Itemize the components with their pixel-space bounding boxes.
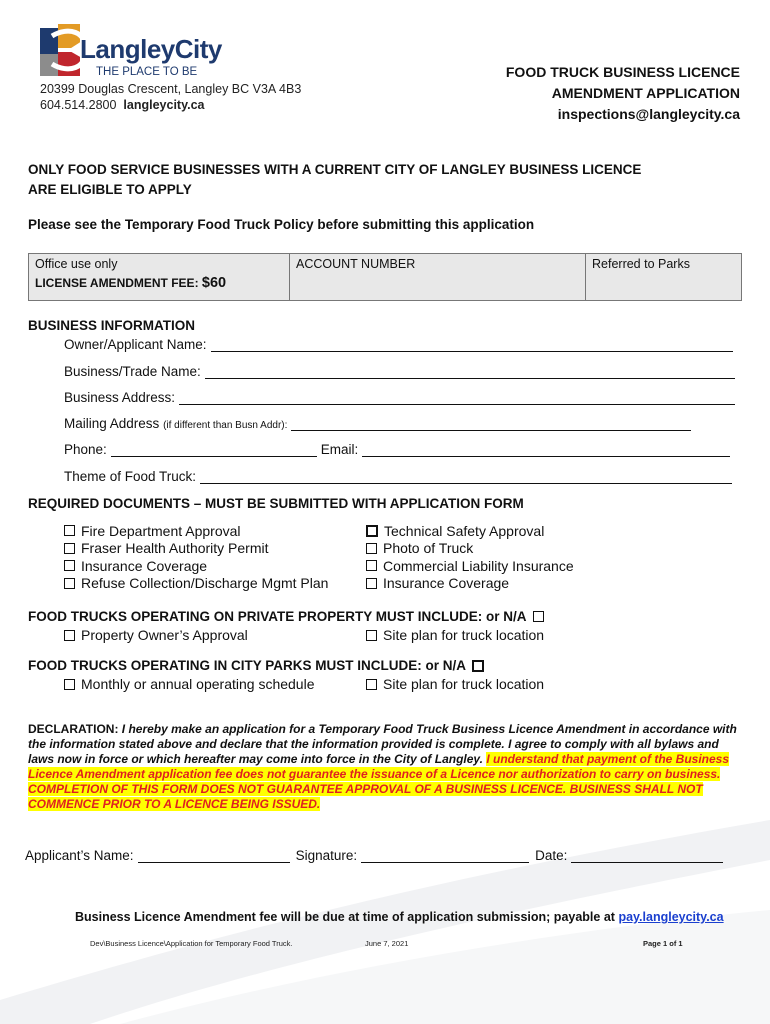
inspections-email[interactable]: inspections@langleycity.ca: [557, 106, 740, 122]
logo-tagline: THE PLACE TO BE: [96, 66, 198, 78]
doc-checkbox[interactable]: [366, 557, 574, 575]
mailing-address-note: (if different than Busn Addr):: [163, 420, 288, 431]
form-title-line1: FOOD TRUCK BUSINESS LICENCE: [505, 64, 740, 80]
checkbox-icon[interactable]: [64, 543, 75, 554]
form-title-line2: AMENDMENT APPLICATION: [551, 85, 740, 101]
eligibility-notice: [28, 160, 728, 200]
theme-field[interactable]: [64, 469, 732, 484]
fee-line: [35, 275, 283, 291]
city-parks-heading: [28, 658, 490, 673]
business-info-heading: BUSINESS INFORMATION: [28, 318, 196, 333]
doc-label: Fraser Health Authority Permit: [81, 540, 269, 557]
doc-label: Technical Safety Approval: [384, 522, 545, 539]
private-property-heading-text: FOOD TRUCKS OPERATING ON PRIVATE PROPERTY MUST INCLUDE: or N/A: [28, 609, 527, 624]
email-label: Email:: [320, 442, 359, 457]
footer-path: Dev\Business Licence\Application for Temporary Food Truck.: [90, 939, 293, 948]
signature-line[interactable]: [361, 849, 529, 863]
signature-row: [25, 848, 723, 863]
eligibility-line1: ONLY FOOD SERVICE BUSINESSES WITH A CURRENT CITY OF LANGLEY BUSINESS LICENCE: [28, 162, 642, 177]
checkbox-icon[interactable]: [366, 630, 377, 641]
signature-label: Signature:: [295, 848, 358, 863]
footer-date: June 7, 2021: [365, 939, 409, 948]
phone-label: Phone:: [64, 442, 107, 457]
phone-number: 604.514.2800: [40, 98, 117, 112]
mailing-address-label: Mailing Address: [64, 416, 160, 431]
office-use-label: Office use only: [35, 257, 118, 271]
website[interactable]: langleycity.ca: [123, 98, 205, 112]
checkbox-icon[interactable]: [64, 525, 75, 536]
trade-name-line[interactable]: [205, 365, 735, 379]
checkbox-icon[interactable]: [64, 679, 75, 690]
doc-checkbox[interactable]: [366, 522, 574, 540]
doc-checkbox[interactable]: [64, 522, 328, 540]
payment-link[interactable]: pay.langleycity.ca: [618, 910, 724, 924]
checkbox-icon[interactable]: [366, 679, 377, 690]
owner-name-label: Owner/Applicant Name:: [64, 337, 207, 352]
doc-label: Commercial Liability Insurance: [383, 557, 574, 574]
city-logo: [38, 22, 238, 82]
referred-parks-cell: [586, 254, 741, 300]
checkbox-icon[interactable]: [366, 525, 378, 537]
doc-checkbox[interactable]: [64, 557, 328, 575]
fee-due-notice: [75, 910, 724, 924]
doc-label: Site plan for truck location: [383, 676, 545, 692]
phone-line[interactable]: [111, 443, 317, 457]
declaration-label: DECLARATION: [28, 722, 115, 736]
date-line[interactable]: [571, 849, 723, 863]
checkbox-icon[interactable]: [366, 578, 377, 589]
declaration: DECLARATION: I hereby make an application for a Temporary Food Truck Business Licence Amendment in accordance with the information stated above and declare that the information provided is complete. I agree to comply with all bylaws and laws now in force or which hereafter may come into force in the City of Langley. I understand that payment of the Business Licence Amendment application fee does not guarantee the issuance of a Licence nor authorization to carry on business. COMPLETION OF THIS FORM DOES NOT GUARANTEE APPROVAL OF A BUSINESS LICENCE. BUSINESS SHALL NOT COMMENCE PRIOR TO A LICENCE BEING ISSUED.: [28, 722, 737, 811]
account-number-label: ACCOUNT NUMBER: [296, 257, 416, 271]
footer-page: Page 1 of 1: [643, 939, 683, 948]
contact-line: [40, 98, 204, 112]
date-label: Date:: [535, 848, 568, 863]
doc-label: Property Owner’s Approval: [81, 627, 248, 643]
site-plan-checkbox[interactable]: [366, 627, 544, 643]
owner-name-field[interactable]: [64, 337, 733, 352]
business-address-field[interactable]: [64, 390, 735, 405]
referred-parks-label: Referred to Parks: [592, 257, 690, 271]
account-number-cell: [290, 254, 586, 300]
required-docs-right: [366, 522, 574, 592]
doc-checkbox[interactable]: [64, 540, 328, 558]
doc-label: Fire Department Approval: [81, 522, 241, 539]
required-docs-heading: REQUIRED DOCUMENTS – MUST BE SUBMITTED WITH APPLICATION FORM: [28, 496, 524, 511]
checkbox-icon[interactable]: [64, 578, 75, 589]
parks-site-plan-checkbox[interactable]: [366, 676, 544, 692]
fee-value: $60: [201, 275, 227, 291]
business-address-label: Business Address:: [64, 390, 176, 405]
doc-label: Photo of Truck: [383, 540, 474, 557]
fee-label: LICENSE AMENDMENT FEE:: [35, 276, 199, 290]
mailing-address-line[interactable]: [291, 417, 691, 431]
checkbox-icon[interactable]: [366, 543, 377, 554]
theme-line[interactable]: [200, 470, 732, 484]
doc-label: Insurance Coverage: [383, 575, 510, 592]
doc-label: Monthly or annual operating schedule: [81, 676, 315, 692]
doc-label: Site plan for truck location: [383, 627, 545, 643]
na-checkbox-icon[interactable]: [533, 611, 544, 622]
checkbox-icon[interactable]: [366, 560, 377, 571]
office-use-cell: [29, 254, 290, 300]
operating-schedule-checkbox[interactable]: [64, 676, 315, 692]
required-docs-left: [64, 522, 328, 592]
declaration-warning: I understand that payment of the Business Licence Amendment application fee does not guarantee the issuance of a Licence nor authorization to carry on business. COMPLETION OF THIS FORM DOES NOT GUARANTEE APPROVAL OF A BUSINESS LICENCE. BUSINESS SHALL NOT COMMENCE PRIOR TO A LICENCE BEING ISSUED.: [28, 752, 730, 811]
address-line: 20399 Douglas Crescent, Langley BC V3A 4B3: [40, 82, 302, 96]
eligibility-line2: ARE ELIGIBLE TO APPLY: [28, 182, 192, 197]
fee-due-text: Business Licence Amendment fee will be due at time of application submission; payable at: [75, 910, 615, 924]
property-owner-checkbox[interactable]: [64, 627, 248, 643]
doc-label: Insurance Coverage: [81, 557, 208, 574]
owner-name-line[interactable]: [211, 338, 733, 352]
office-use-box: [28, 253, 742, 301]
trade-name-label: Business/Trade Name:: [64, 364, 201, 379]
phone-email-field[interactable]: [64, 442, 730, 457]
policy-note: Please see the Temporary Food Truck Policy before submitting this application: [28, 217, 535, 232]
trade-name-field[interactable]: [64, 364, 735, 379]
na-checkbox-icon[interactable]: [472, 660, 484, 672]
doc-checkbox[interactable]: [64, 575, 328, 593]
email-line[interactable]: [362, 443, 730, 457]
mailing-address-field[interactable]: [64, 416, 691, 431]
theme-label: Theme of Food Truck:: [64, 469, 197, 484]
logo-brand-name: LangleyCity: [80, 34, 222, 64]
city-parks-heading-text: FOOD TRUCKS OPERATING IN CITY PARKS MUST INCLUDE: or N/A: [28, 658, 467, 673]
applicant-name-label: Applicant’s Name:: [25, 848, 134, 863]
checkbox-icon[interactable]: [64, 630, 75, 641]
doc-checkbox[interactable]: [366, 540, 574, 558]
business-address-line[interactable]: [179, 391, 735, 405]
applicant-name-line[interactable]: [138, 849, 290, 863]
declaration-text: I hereby make an application for a Temporary Food Truck Business Licence Amendment in accordance with the information stated above and declare that the information provided is complete. I agree to comply with all bylaws and laws now in force or which hereafter may come into force in the City of Langley.: [28, 722, 737, 766]
private-property-heading: [28, 609, 550, 624]
checkbox-icon[interactable]: [64, 560, 75, 571]
doc-label: Refuse Collection/Discharge Mgmt Plan: [81, 575, 329, 592]
doc-checkbox[interactable]: [366, 575, 574, 593]
